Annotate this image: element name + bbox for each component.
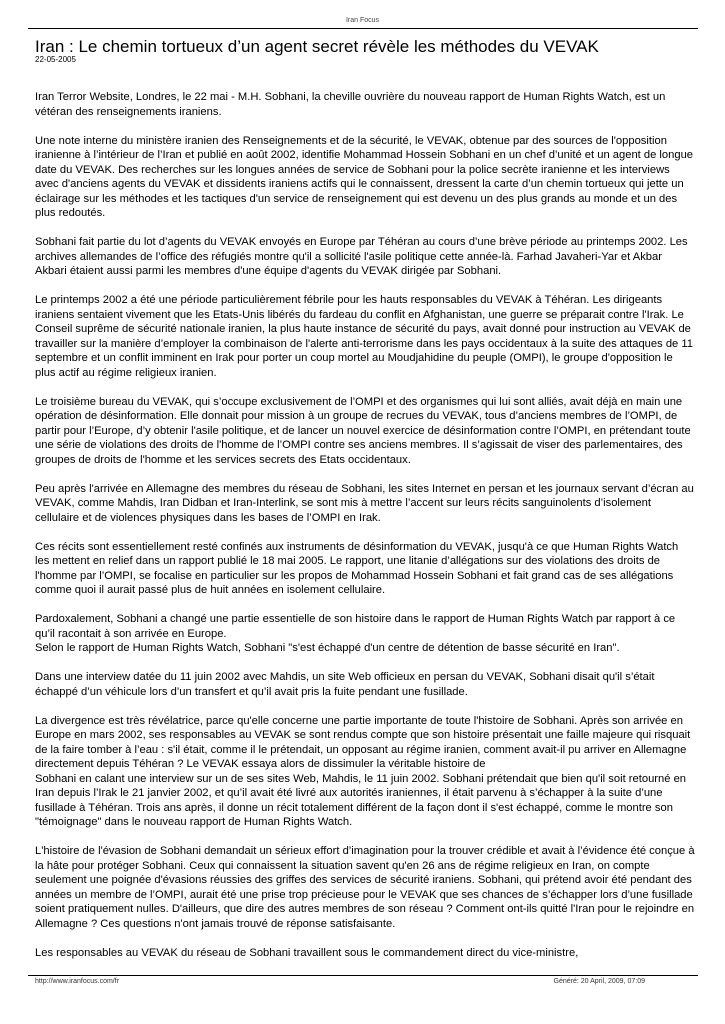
- paragraph: Le troisième bureau du VEVAK, qui s’occupe exclusivement de l’OMPI et des organismes qui lui sont alliés, avait déjà en main une opération de désinformation. Elle donnait pour mission à un groupe de recrues du VEVAK, tous d’anciens membres de l’OMPI, de partir pour l’Europe, d’y obtenir l'asile politique, et de lancer un nouvel exercice de désinformation contre l’OMPI, en prétendant toute une série de violations des droits de l'homme de l’OMPI contre ses anciens membres. Il s’agissait de viser des parlementaires, des groupes de droits de l'homme et les services secrets des Etats occidentaux.: [35, 395, 691, 466]
- paragraph: L'histoire de l'évasion de Sobhani demandait un sérieux effort d’imagination pour la trouver crédible et avait à l’évidence été conçue à la hâte pour protéger Sobhani. Ceux qui connaissent la situation savent qu'en 26 ans de régime religieux en Iran, on compte seulement une poignée d'évasions réussies des griffes des services de sécurité iraniens. Sobhani, qui prétend avoir été pendant des années un membre de l’OMPI, aurait été une prise trop précieuse pour le VEVAK que ses chances de s’échapper lors d’une fusillade soient pratiquement nulles. D'ailleurs, que dire des autres membres de son réseau ? Comment ont-ils quitté l'Iran pour le rejoindre en Allemagne ? Ces questions n'ont jamais trouvé de réponse satisfaisante.: [35, 845, 695, 930]
- paragraph: Peu après l'arrivée en Allemagne des membres du réseau de Sobhani, les sites Internet en persan et les journaux servant d’écran au VEVAK, comme Mahdis, Iran Didban et Iran-Interlink, se sont mis à mettre l’accent sur leurs récits sanguinolents d’isolement cellulaire et de violences physiques dans les bases de l’OMPI en Irak.: [35, 482, 694, 524]
- footer-url[interactable]: http://www.iranfocus.com/fr: [35, 978, 120, 985]
- paragraph: Pardoxalement, Sobhani a changé une partie essentielle de son histoire dans le rapport de Human Rights Watch par rapport à ce qu’il racontait à son arrivée en Europe. Selon le rapport de Human Rights Watch, Sobhani "s'est échappé d'un centre de détention de basse sécurité en Iran".: [35, 613, 676, 654]
- article-date: 22-05-2005: [35, 55, 76, 64]
- paragraph: Ces récits sont essentiellement resté confinés aux instruments de désinformation du VEVAK, jusqu'à ce que Human Rights Watch les mettent en relief dans un rapport publié le 18 mai 2005. Le rapport, une litanie d’allégations sur des violations des droits de l'homme par l’OMPI, se focalise en particulier sur les propos de Mohammad Hossein Sobhani et fait grand cas de ses allégations comme quoi il aurait passé plus de huit années en isolement cellulaire.: [35, 540, 679, 596]
- paragraph: Sobhani fait partie du lot d’agents du VEVAK envoyés en Europe par Téhéran au cours d’une brève période au printemps 2002. Les archives allemandes de l’office des réfugiés montre qu'il a sollicité l'asile politique cette année-là. Farhad Javaheri-Yar et Akbar Akbari étaient aussi parmi les membres d'une équipe d'agents du VEVAK dirigée par Sobhani.: [35, 236, 688, 277]
- paragraph: Dans une interview datée du 11 juin 2002 avec Mahdis, un site Web officieux en persan du VEVAK, Sobhani disait qu'il s’était échappé d’un véhicule lors d’un transfert et qu’il avait pris la fuite pendant une fusillade.: [35, 671, 655, 698]
- paragraph: Le printemps 2002 a été une période particulièrement fébrile pour les hauts responsables du VEVAK à Téhéran. Les dirigeants iraniens sentaient vivement que les Etats-Unis libérés du fardeau du conflit en Afghanistan, une guerre se préparait contre l'Irak. Le Conseil suprême de sécurité nationale iranien, la plus haute instance de sécurité du pays, avait donné pour instruction au VEVAK de travailler sur la manière d’employer la combinaison de l'alerte anti-terrorisme dans les pays occidentaux à la suite des attaques de 11 septembre et un conflit imminent en Irak pour porter un coup mortel au Moudjahidine du peuple (OMPI), le groupe d'opposition le plus actif au régime religieux iranien.: [35, 294, 693, 379]
- footer-generated-date: Généré: 20 April, 2009, 07:09: [553, 978, 645, 985]
- paragraph: Iran Terror Website, Londres, le 22 mai - M.H. Sobhani, la cheville ouvrière du nouveau rapport de Human Rights Watch, est un vétéran des renseignements iraniens.: [35, 91, 666, 118]
- paragraph: La divergence est très révélatrice, parce qu'elle concerne une partie importante de toute l'histoire de Sobhani. Après son arrivée en Europe en mars 2002, ses responsables au VEVAK se sont rendus compte que son histoire présentait une faille majeure qui risquait de la faire tomber à l’eau : s'il était, comme il le prétendait, un opposant au régime iranien, comment avait-il pu arriver en Allemagne directement depuis Téhéran ? Le VEVAK essaya alors de dissimuler la véritable histoire de Sobhani en calant une interview sur un de ses sites Web, Mahdis, le 11 juin 2002. Sobhani prétendait que bien qu'il soit retourné en Iran depuis l’Irak le 21 janvier 2002, et qu’il avait été livré aux autorités iraniennes, il était parvenu à s’échapper à la suite d’une fusillade à Téhéran. Trois ans après, il donne un récit totalement différent de la façon dont il s'est échappé, comme le montre son "témoignage" dans le nouveau rapport de Human Rights Watch.: [35, 714, 691, 828]
- paragraph: Les responsables au VEVAK du réseau de Sobhani travaillent sous le commandement direct du vice-ministre,: [35, 946, 579, 959]
- article-title: Iran : Le chemin tortueux d’un agent secret révèle les méthodes du VEVAK: [35, 37, 599, 56]
- paragraph: Une note interne du ministère iranien des Renseignements et de la sécurité, le VEVAK, obtenue par des sources de l'opposition iranienne à l’intérieur de l’Iran et publié en août 2002, identifie Mohammad Hossein Sobhani en un chef d’unité et un agent de longue date du VEVAK. Des recherches sur les longues années de service de Sobhani pour la police secrète iranienne et les interviews avec d'anciens agents du VEVAK et dissidents iraniens actifs qui le connaissent, dressent la carte d’un chemin tortueux qui jette un éclairage sur les méthodes et les tactiques d'un service de renseignement qui est devenu un des plus grands au monde et un des plus redoutés.: [35, 134, 694, 219]
- footer-divider: [28, 975, 698, 976]
- site-header: Iran Focus: [345, 17, 380, 24]
- header-divider: [28, 28, 698, 29]
- article-body: [35, 90, 695, 974]
